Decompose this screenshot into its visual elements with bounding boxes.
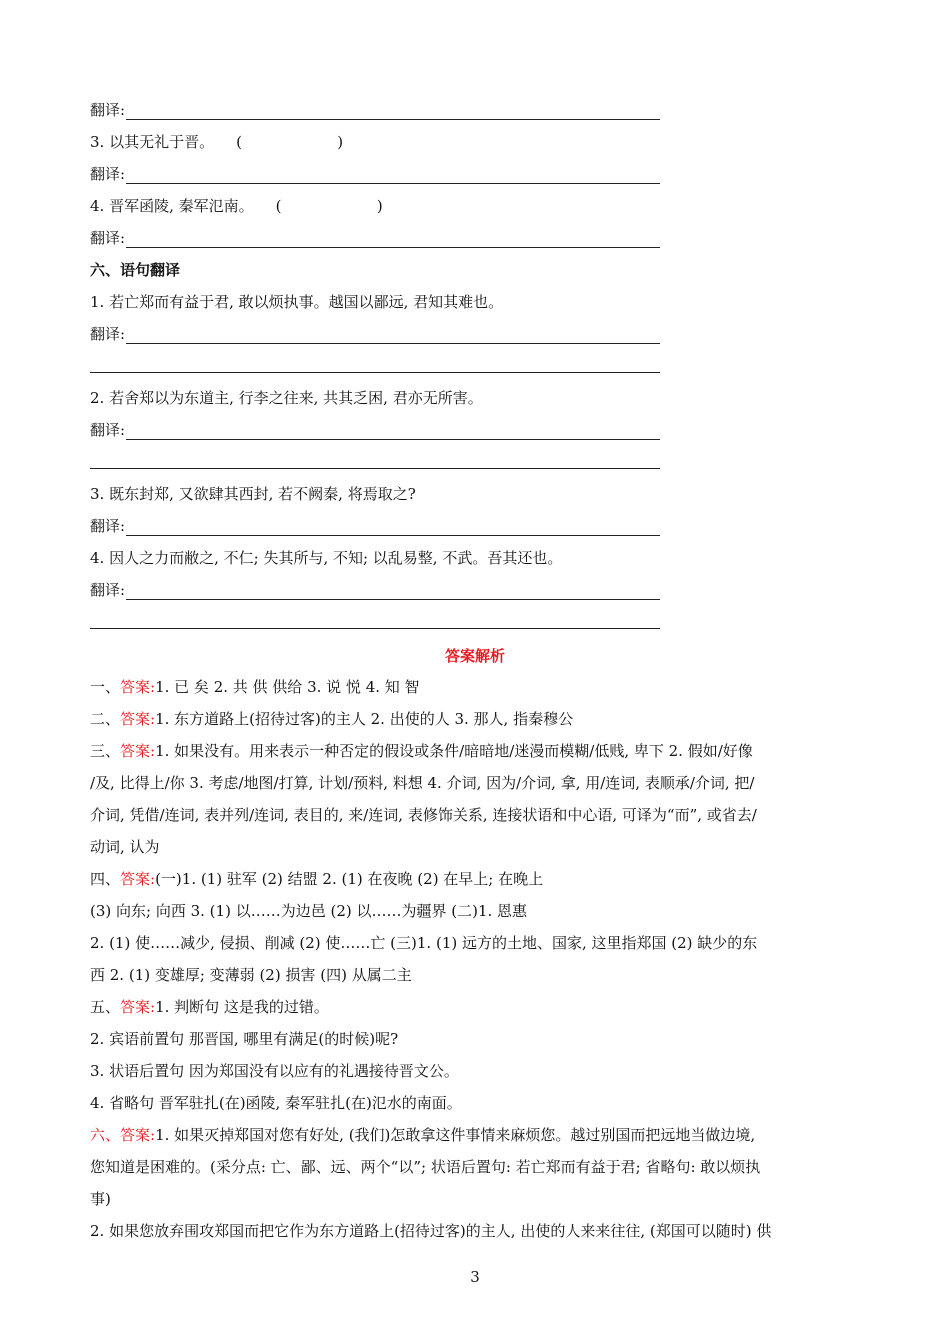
answer-blank[interactable] — [126, 329, 660, 344]
answer-6-line-1: 六、答案:1. 如果灭掉郑国对您有好处, (我们)怎敢拿这件事情来麻烦您。越过别国而把远地当做边境, — [90, 1126, 756, 1144]
answer-label: 答案: — [120, 678, 156, 696]
translation-label: 翻译: — [90, 517, 126, 535]
answer-4-line-1: 四、答案:(一)1. (1) 驻军 (2) 结盟 2. (1) 在夜晚 (2) 在早上; 在晚上 — [90, 870, 544, 888]
answer-blank[interactable] — [90, 468, 660, 469]
answer-4-line-2: (3) 向东; 向西 3. (1) 以……为边邑 (2) 以……为疆界 (二)1. 恩惠 — [90, 902, 528, 920]
translation-line — [90, 324, 660, 344]
answer-blank[interactable] — [90, 628, 660, 629]
translation-line — [90, 516, 660, 536]
answer-6-line-2: 您知道是困难的。(采分点: 亡、鄙、远、两个“以”; 状语后置句: 若亡郑而有益于君; 省略句: 敢以烦执 — [90, 1158, 761, 1176]
answer-blank[interactable] — [126, 521, 660, 536]
question-line — [90, 196, 383, 216]
translation-line — [90, 420, 660, 440]
sentence-item: 3. 既东封郑, 又欲肆其西封, 若不阙秦, 将焉取之? — [90, 485, 416, 503]
answer-blank[interactable] — [126, 105, 660, 120]
answer-6-line-3: 事) — [90, 1190, 111, 1208]
answer-5-line-2: 2. 宾语前置句 那晋国, 哪里有满足(的时候)呢? — [90, 1030, 399, 1048]
answer-blank[interactable] — [126, 585, 660, 600]
answer-blank[interactable] — [90, 372, 660, 373]
answer-paren[interactable]: ( ) — [236, 133, 344, 151]
translation-line — [90, 100, 660, 120]
answer-label: 答案: — [120, 742, 156, 760]
answer-label: 答案: — [120, 710, 156, 728]
question-text: 3. 以其无礼于晋。 — [90, 133, 215, 151]
answer-paren[interactable]: ( ) — [275, 197, 383, 215]
question-text: 4. 晋军函陵, 秦军氾南。 — [90, 197, 254, 215]
sentence-item: 4. 因人之力而敝之, 不仁; 失其所与, 不知; 以乱易整, 不武。吾其还也。 — [90, 549, 563, 567]
answer-3-line-4: 动词, 认为 — [90, 838, 160, 856]
sentence-item: 1. 若亡郑而有益于君, 敢以烦执事。越国以鄙远, 君知其难也。 — [90, 293, 504, 311]
answer-3-line-1: 三、答案:1. 如果没有。用来表示一种否定的假设或条件/暗暗地/迷漫而模糊/低贱, 卑下 2. 假如/好像 — [90, 742, 753, 760]
translation-label: 翻译: — [90, 325, 126, 343]
answer-3-line-2: /及, 比得上/你 3. 考虑/地图/打算, 计划/预料, 料想 4. 介词, 因为/介词, 拿, 用/连词, 表顺承/介词, 把/ — [90, 774, 755, 792]
answer-4-line-3: 2. (1) 使……减少, 侵损、削减 (2) 使……亡 (三)1. (1) 远方的土地、国家, 这里指郑国 (2) 缺少的东 — [90, 934, 758, 952]
answers-title: 答案解析 — [444, 647, 505, 665]
answer-blank[interactable] — [126, 169, 660, 184]
question-line — [90, 132, 343, 152]
section-heading: 六、语句翻译 — [90, 261, 181, 279]
answer-2: 二、答案:1. 东方道路上(招待过客)的主人 2. 出使的人 3. 那人, 指秦穆公 — [90, 710, 574, 728]
sentence-item: 2. 若舍郑以为东道主, 行李之往来, 共其乏困, 君亦无所害。 — [90, 389, 483, 407]
translation-label: 翻译: — [90, 421, 126, 439]
translation-label: 翻译: — [90, 101, 126, 119]
translation-label: 翻译: — [90, 581, 126, 599]
answer-blank[interactable] — [126, 233, 660, 248]
answer-blank[interactable] — [126, 425, 660, 440]
answer-1: 一、答案:1. 已 矣 2. 共 供 供给 3. 说 悦 4. 知 智 — [90, 678, 420, 696]
answer-label: 答案: — [120, 998, 156, 1016]
page-number: 3 — [470, 1268, 480, 1286]
answer-5-line-1: 五、答案:1. 判断句 这是我的过错。 — [90, 998, 329, 1016]
answer-label: 答案: — [120, 1126, 156, 1144]
answer-6-line-4: 2. 如果您放弃围攻郑国而把它作为东方道路上(招待过客)的主人, 出使的人来来往往, (郑国可以随时) 供 — [90, 1222, 772, 1240]
answer-4-line-4: 西 2. (1) 变雄厚; 变薄弱 (2) 损害 (四) 从属二主 — [90, 966, 412, 984]
answer-3-line-3: 介词, 凭借/连词, 表并列/连词, 表目的, 来/连词, 表修饰关系, 连接状语和中心语, 可译为“而”, 或省去/ — [90, 806, 757, 824]
answer-5-line-3: 3. 状语后置句 因为郑国没有以应有的礼遇接待晋文公。 — [90, 1062, 459, 1080]
answer-5-line-4: 4. 省略句 晋军驻扎(在)函陵, 秦军驻扎(在)氾水的南面。 — [90, 1094, 462, 1112]
answer-label: 答案: — [120, 870, 156, 888]
translation-line — [90, 164, 660, 184]
translation-line — [90, 580, 660, 600]
translation-label: 翻译: — [90, 229, 126, 247]
translation-label: 翻译: — [90, 165, 126, 183]
translation-line — [90, 228, 660, 248]
